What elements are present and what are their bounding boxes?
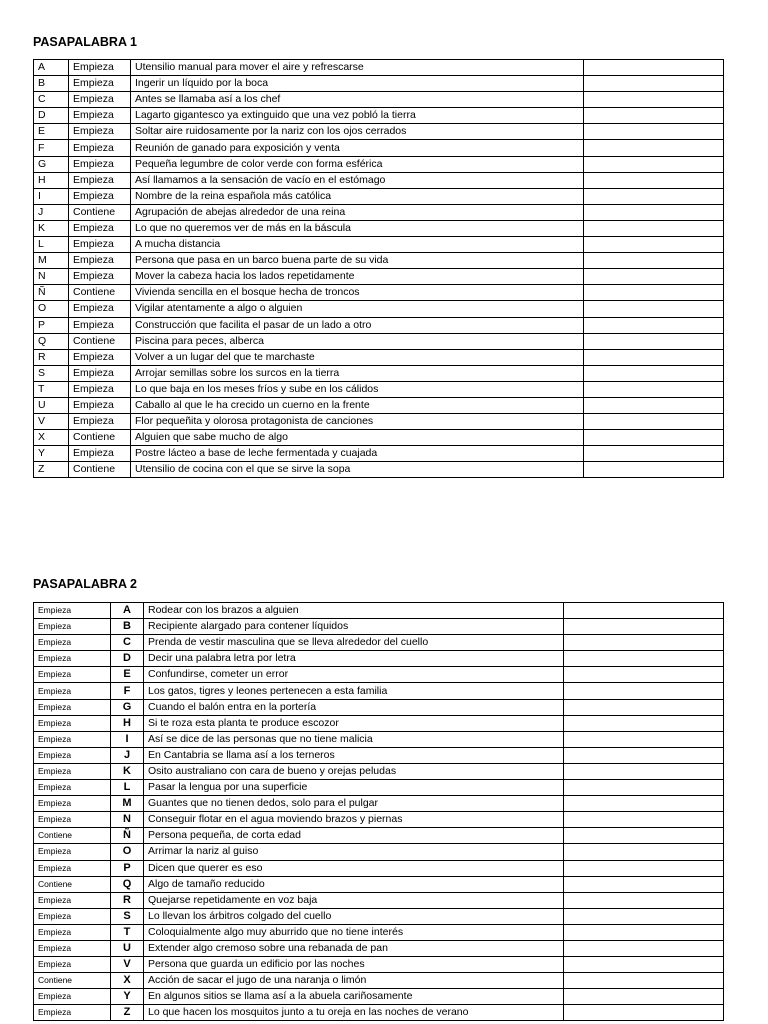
answer-cell[interactable]: [584, 60, 724, 76]
clue-cell: Ingerir un líquido por la boca: [131, 76, 584, 92]
table-row: [34, 844, 724, 860]
table-row: [34, 462, 724, 478]
type-cell: Empieza: [69, 397, 131, 413]
clue-cell: Utensilio manual para mover el aire y refrescarse: [131, 60, 584, 76]
letter-cell: Y: [111, 989, 144, 1005]
clue-cell: Postre lácteo a base de leche fermentada y cuajada: [131, 446, 584, 462]
answer-cell[interactable]: [584, 462, 724, 478]
answer-cell[interactable]: [584, 76, 724, 92]
type-cell: Empieza: [69, 269, 131, 285]
letter-cell: H: [111, 715, 144, 731]
type-cell: Empieza: [34, 860, 111, 876]
table-row: [34, 269, 724, 285]
letter-cell: Q: [34, 333, 69, 349]
table-row: [34, 60, 724, 76]
table-row: [34, 204, 724, 220]
type-cell: Empieza: [34, 747, 111, 763]
answer-cell[interactable]: [584, 156, 724, 172]
table-row: [34, 301, 724, 317]
clue-cell: Piscina para peces, alberca: [131, 333, 584, 349]
clue-cell: En algunos sitios se llama así a la abuela cariñosamente: [144, 989, 564, 1005]
letter-cell: A: [34, 60, 69, 76]
letter-cell: E: [34, 124, 69, 140]
clue-cell: Lo que hacen los mosquitos junto a tu oreja en las noches de verano: [144, 1005, 564, 1021]
type-cell: Empieza: [69, 446, 131, 462]
table-row: [34, 172, 724, 188]
section1-title: PASAPALABRA 1: [33, 35, 137, 49]
clue-cell: En Cantabria se llama así a los terneros: [144, 747, 564, 763]
table-row: [34, 76, 724, 92]
table-row: [34, 188, 724, 204]
type-cell: Empieza: [69, 365, 131, 381]
letter-cell: D: [111, 651, 144, 667]
type-cell: Empieza: [34, 780, 111, 796]
answer-cell[interactable]: [564, 699, 724, 715]
type-cell: Empieza: [69, 172, 131, 188]
table-row: [34, 763, 724, 779]
table-row: [34, 317, 724, 333]
table-row: [34, 651, 724, 667]
clue-cell: Vigilar atentamente a algo o alguien: [131, 301, 584, 317]
table-row: [34, 333, 724, 349]
answer-cell[interactable]: [564, 957, 724, 973]
clue-cell: Pequeña legumbre de color verde con forma esférica: [131, 156, 584, 172]
type-cell: Empieza: [69, 108, 131, 124]
letter-cell: S: [111, 908, 144, 924]
letter-cell: T: [34, 381, 69, 397]
letter-cell: P: [34, 317, 69, 333]
type-cell: Empieza: [34, 699, 111, 715]
clue-cell: Dicen que querer es eso: [144, 860, 564, 876]
type-cell: Empieza: [34, 892, 111, 908]
table-row: [34, 908, 724, 924]
answer-cell[interactable]: [564, 603, 724, 619]
type-cell: Empieza: [34, 731, 111, 747]
type-cell: Contiene: [69, 462, 131, 478]
letter-cell: Y: [34, 446, 69, 462]
type-cell: Empieza: [34, 651, 111, 667]
table-row: [34, 237, 724, 253]
type-cell: Contiene: [69, 285, 131, 301]
letter-cell: X: [34, 430, 69, 446]
table-row: [34, 603, 724, 619]
table-row: [34, 699, 724, 715]
table-row: [34, 220, 724, 236]
table-row: [34, 140, 724, 156]
answer-cell[interactable]: [584, 253, 724, 269]
table-row: [34, 108, 724, 124]
type-cell: Empieza: [69, 156, 131, 172]
clue-cell: Quejarse repetidamente en voz baja: [144, 892, 564, 908]
answer-cell[interactable]: [584, 108, 724, 124]
answer-cell[interactable]: [564, 1005, 724, 1021]
answer-cell[interactable]: [584, 172, 724, 188]
letter-cell: G: [111, 699, 144, 715]
table-row: [34, 253, 724, 269]
answer-cell[interactable]: [564, 924, 724, 940]
letter-cell: F: [111, 683, 144, 699]
letter-cell: R: [34, 349, 69, 365]
type-cell: Empieza: [34, 635, 111, 651]
clue-cell: Confundirse, cometer un error: [144, 667, 564, 683]
answer-cell[interactable]: [564, 989, 724, 1005]
pasapalabra2-table: [33, 602, 724, 1021]
clue-cell: Antes se llamaba así a los chef: [131, 92, 584, 108]
letter-cell: U: [34, 397, 69, 413]
clue-cell: Vivienda sencilla en el bosque hecha de troncos: [131, 285, 584, 301]
clue-cell: Decir una palabra letra por letra: [144, 651, 564, 667]
table-row: [34, 876, 724, 892]
letter-cell: S: [34, 365, 69, 381]
clue-cell: Cuando el balón entra en la portería: [144, 699, 564, 715]
clue-cell: Algo de tamaño reducido: [144, 876, 564, 892]
clue-cell: Arrimar la nariz al guiso: [144, 844, 564, 860]
letter-cell: C: [34, 92, 69, 108]
type-cell: Contiene: [69, 204, 131, 220]
type-cell: Empieza: [34, 989, 111, 1005]
type-cell: Empieza: [34, 603, 111, 619]
type-cell: Empieza: [69, 414, 131, 430]
table-row: [34, 892, 724, 908]
type-cell: Empieza: [69, 237, 131, 253]
answer-cell[interactable]: [584, 317, 724, 333]
letter-cell: X: [111, 973, 144, 989]
answer-cell[interactable]: [584, 269, 724, 285]
letter-cell: F: [34, 140, 69, 156]
answer-cell[interactable]: [584, 397, 724, 413]
type-cell: Empieza: [34, 619, 111, 635]
letter-cell: R: [111, 892, 144, 908]
answer-cell[interactable]: [564, 892, 724, 908]
letter-cell: I: [111, 731, 144, 747]
table-row: [34, 430, 724, 446]
table-row: [34, 924, 724, 940]
clue-cell: Persona que guarda un edificio por las noches: [144, 957, 564, 973]
clue-cell: Recipiente alargado para contener líquidos: [144, 619, 564, 635]
table-row: [34, 957, 724, 973]
table-row: [34, 365, 724, 381]
letter-cell: U: [111, 940, 144, 956]
clue-cell: Guantes que no tienen dedos, solo para el pulgar: [144, 796, 564, 812]
type-cell: Empieza: [34, 908, 111, 924]
letter-cell: P: [111, 860, 144, 876]
clue-cell: Soltar aire ruidosamente por la nariz con los ojos cerrados: [131, 124, 584, 140]
clue-cell: Conseguir flotar en el agua moviendo brazos y piernas: [144, 812, 564, 828]
type-cell: Empieza: [69, 220, 131, 236]
answer-cell[interactable]: [564, 860, 724, 876]
table-row: [34, 731, 724, 747]
table-row: [34, 747, 724, 763]
clue-cell: Lagarto gigantesco ya extinguido que una vez pobló la tierra: [131, 108, 584, 124]
answer-cell[interactable]: [584, 301, 724, 317]
table-row: [34, 989, 724, 1005]
type-cell: Empieza: [34, 1005, 111, 1021]
clue-cell: Pasar la lengua por una superficie: [144, 780, 564, 796]
letter-cell: B: [111, 619, 144, 635]
letter-cell: H: [34, 172, 69, 188]
clue-cell: Prenda de vestir masculina que se lleva alrededor del cuello: [144, 635, 564, 651]
answer-cell[interactable]: [584, 285, 724, 301]
letter-cell: Q: [111, 876, 144, 892]
letter-cell: O: [34, 301, 69, 317]
answer-cell[interactable]: [564, 731, 724, 747]
letter-cell: D: [34, 108, 69, 124]
table-row: [34, 973, 724, 989]
answer-cell[interactable]: [584, 381, 724, 397]
answer-cell[interactable]: [564, 812, 724, 828]
clue-cell: Rodear con los brazos a alguien: [144, 603, 564, 619]
answer-cell[interactable]: [584, 414, 724, 430]
answer-cell[interactable]: [584, 140, 724, 156]
table-row: [34, 828, 724, 844]
table-row: [34, 446, 724, 462]
type-cell: Empieza: [34, 796, 111, 812]
letter-cell: M: [111, 796, 144, 812]
answer-cell[interactable]: [564, 667, 724, 683]
type-cell: Empieza: [69, 76, 131, 92]
letter-cell: J: [111, 747, 144, 763]
clue-cell: Si te roza esta planta te produce escozor: [144, 715, 564, 731]
type-cell: Empieza: [69, 60, 131, 76]
answer-cell[interactable]: [584, 365, 724, 381]
clue-cell: Persona pequeña, de corta edad: [144, 828, 564, 844]
letter-cell: L: [34, 237, 69, 253]
answer-cell[interactable]: [564, 763, 724, 779]
table-row: [34, 92, 724, 108]
answer-cell[interactable]: [584, 92, 724, 108]
table-row: [34, 381, 724, 397]
table-row: [34, 349, 724, 365]
type-cell: Empieza: [34, 763, 111, 779]
type-cell: Empieza: [34, 667, 111, 683]
letter-cell: C: [111, 635, 144, 651]
table-row: [34, 780, 724, 796]
letter-cell: G: [34, 156, 69, 172]
answer-cell[interactable]: [564, 715, 724, 731]
letter-cell: V: [34, 414, 69, 430]
letter-cell: T: [111, 924, 144, 940]
table-row: [34, 124, 724, 140]
type-cell: Empieza: [69, 301, 131, 317]
clue-cell: Alguien que sabe mucho de algo: [131, 430, 584, 446]
answer-cell[interactable]: [564, 973, 724, 989]
type-cell: Empieza: [69, 317, 131, 333]
clue-cell: Lo llevan los árbitros colgado del cuello: [144, 908, 564, 924]
type-cell: Contiene: [69, 430, 131, 446]
type-cell: Contiene: [34, 828, 111, 844]
table-row: [34, 619, 724, 635]
type-cell: Empieza: [69, 140, 131, 156]
answer-cell[interactable]: [564, 796, 724, 812]
type-cell: Empieza: [34, 812, 111, 828]
clue-cell: Nombre de la reina española más católica: [131, 188, 584, 204]
answer-cell[interactable]: [584, 204, 724, 220]
answer-cell[interactable]: [584, 430, 724, 446]
letter-cell: N: [111, 812, 144, 828]
answer-cell[interactable]: [584, 220, 724, 236]
answer-cell[interactable]: [564, 908, 724, 924]
clue-cell: Utensilio de cocina con el que se sirve la sopa: [131, 462, 584, 478]
type-cell: Empieza: [69, 124, 131, 140]
answer-cell[interactable]: [584, 333, 724, 349]
clue-cell: Los gatos, tigres y leones pertenecen a esta familia: [144, 683, 564, 699]
section2-title: PASAPALABRA 2: [33, 577, 137, 591]
type-cell: Contiene: [69, 333, 131, 349]
type-cell: Empieza: [34, 924, 111, 940]
type-cell: Empieza: [34, 940, 111, 956]
answer-cell[interactable]: [564, 844, 724, 860]
table-row: [34, 635, 724, 651]
letter-cell: Ñ: [111, 828, 144, 844]
letter-cell: Z: [111, 1005, 144, 1021]
letter-cell: L: [111, 780, 144, 796]
type-cell: Empieza: [69, 253, 131, 269]
clue-cell: Así llamamos a la sensación de vacío en el estómago: [131, 172, 584, 188]
clue-cell: Construcción que facilita el pasar de un lado a otro: [131, 317, 584, 333]
type-cell: Empieza: [69, 92, 131, 108]
clue-cell: Acción de sacar el jugo de una naranja o limón: [144, 973, 564, 989]
answer-cell[interactable]: [584, 124, 724, 140]
clue-cell: Flor pequeñita y olorosa protagonista de canciones: [131, 414, 584, 430]
answer-cell[interactable]: [564, 651, 724, 667]
answer-cell[interactable]: [584, 188, 724, 204]
type-cell: Contiene: [34, 973, 111, 989]
answer-cell[interactable]: [584, 446, 724, 462]
clue-cell: Caballo al que le ha crecido un cuerno en la frente: [131, 397, 584, 413]
clue-cell: Extender algo cremoso sobre una rebanada de pan: [144, 940, 564, 956]
answer-cell[interactable]: [564, 780, 724, 796]
clue-cell: Osito australiano con cara de bueno y orejas peludas: [144, 763, 564, 779]
type-cell: Empieza: [69, 381, 131, 397]
type-cell: Empieza: [69, 349, 131, 365]
letter-cell: O: [111, 844, 144, 860]
answer-cell[interactable]: [564, 635, 724, 651]
type-cell: Empieza: [34, 683, 111, 699]
table-row: [34, 812, 724, 828]
letter-cell: I: [34, 188, 69, 204]
letter-cell: Z: [34, 462, 69, 478]
table-row: [34, 156, 724, 172]
table-row: [34, 397, 724, 413]
answer-cell[interactable]: [564, 619, 724, 635]
table-row: [34, 414, 724, 430]
letter-cell: K: [34, 220, 69, 236]
clue-cell: A mucha distancia: [131, 237, 584, 253]
letter-cell: B: [34, 76, 69, 92]
answer-cell[interactable]: [564, 876, 724, 892]
type-cell: Empieza: [34, 844, 111, 860]
table-row: [34, 667, 724, 683]
clue-cell: Lo que no queremos ver de más en la báscula: [131, 220, 584, 236]
table-row: [34, 683, 724, 699]
answer-cell[interactable]: [584, 349, 724, 365]
clue-cell: Lo que baja en los meses fríos y sube en los cálidos: [131, 381, 584, 397]
clue-cell: Coloquialmente algo muy aburrido que no tiene interés: [144, 924, 564, 940]
answer-cell[interactable]: [564, 747, 724, 763]
answer-cell[interactable]: [564, 828, 724, 844]
letter-cell: A: [111, 603, 144, 619]
type-cell: Empieza: [69, 188, 131, 204]
table-row: [34, 860, 724, 876]
table-row: [34, 1005, 724, 1021]
letter-cell: M: [34, 253, 69, 269]
table-row: [34, 285, 724, 301]
clue-cell: Así se dice de las personas que no tiene malicia: [144, 731, 564, 747]
table-row: [34, 940, 724, 956]
answer-cell[interactable]: [564, 683, 724, 699]
pasapalabra1-table: [33, 59, 724, 478]
table-row: [34, 715, 724, 731]
letter-cell: V: [111, 957, 144, 973]
letter-cell: E: [111, 667, 144, 683]
letter-cell: J: [34, 204, 69, 220]
type-cell: Empieza: [34, 715, 111, 731]
type-cell: Empieza: [34, 957, 111, 973]
clue-cell: Agrupación de abejas alrededor de una reina: [131, 204, 584, 220]
letter-cell: Ñ: [34, 285, 69, 301]
type-cell: Contiene: [34, 876, 111, 892]
letter-cell: N: [34, 269, 69, 285]
clue-cell: Volver a un lugar del que te marchaste: [131, 349, 584, 365]
clue-cell: Arrojar semillas sobre los surcos en la tierra: [131, 365, 584, 381]
answer-cell[interactable]: [584, 237, 724, 253]
table-row: [34, 796, 724, 812]
letter-cell: K: [111, 763, 144, 779]
clue-cell: Persona que pasa en un barco buena parte de su vida: [131, 253, 584, 269]
clue-cell: Reunión de ganado para exposición y venta: [131, 140, 584, 156]
clue-cell: Mover la cabeza hacia los lados repetidamente: [131, 269, 584, 285]
answer-cell[interactable]: [564, 940, 724, 956]
